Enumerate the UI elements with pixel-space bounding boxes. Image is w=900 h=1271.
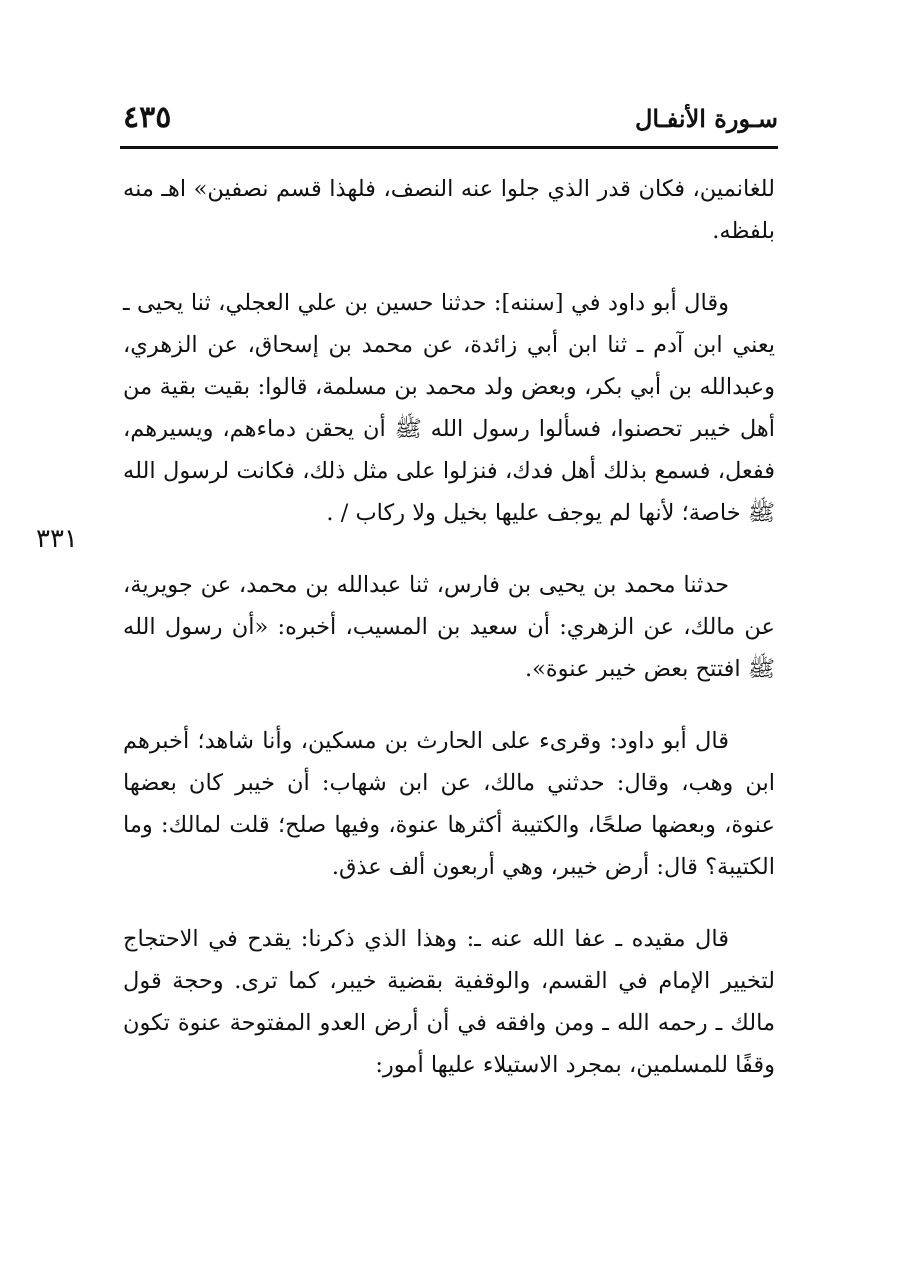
paragraph-ibn-wahb-hadith: قال أبو داود: وقرىء على الحارث بن مسكين، وأنا شاهد؛ أخبرهم ابن وهب، وقال: حدثني مالك، عن ابن شهاب: أن خيبر كان بعضها عنوة، وبعضها صلحًا، والكتيبة أكثرها عنوة، وفيها صلح؛ قلت لمالك: وما الكتيبة؟ قال: أرض خيبر، وهي أربعون ألف عذق.	[123, 728, 775, 880]
page-body	[123, 168, 775, 1086]
paragraph-abu-dawud-hadith: وقال أبو داود في [سننه]: حدثنا حسين بن علي العجلي، ثنا يحيى ـ يعني ابن آدم ـ ثنا ابن أبي زائدة، عن محمد بن إسحاق، عن الزهري، وعبدالله بن أبي بكر، وبعض ولد محمد بن مسلمة، قالوا: بقيت بقية من أهل خيبر تحصنوا، فسألوا رسول الله ﷺ أن يحقن دماءهم، ويسيرهم، ففعل، فسمع بذلك أهل فدك، فنزلوا على مثل ذلك، فكانت لرسول الله ﷺ خاصة؛ لأنها لم يوجف عليها بخيل ولا ركاب / .	[123, 290, 775, 526]
header-rule	[120, 146, 778, 149]
paragraph-ibn-faris-hadith: حدثنا محمد بن يحيى بن فارس، ثنا عبدالله بن محمد، عن جويرية، عن مالك، عن الزهري: أن سعيد بن المسيب، أخبره: «أن رسول الله ﷺ افتتح بعض خيبر عنوة».	[123, 572, 775, 682]
sura-title: سـورة الأنفـال	[634, 104, 778, 133]
paragraph-continuation: للغانمين، فكان قدر الذي جلوا عنه النصف، فلهذا قسم نصفين» اهـ منه بلفظه.	[123, 176, 775, 244]
margin-original-page-number: ٣٣١	[36, 524, 78, 554]
page-header	[120, 98, 778, 142]
paragraph-author-commentary: قال مقيده ـ عفا الله عنه ـ: وهذا الذي ذكرنا: يقدح في الاحتجاج لتخيير الإمام في القسم، والوقفية بقضية خيبر، كما ترى. وحجة قول مالك ـ رحمه الله ـ ومن وافقه في أن أرض العدو المفتوحة عنوة تكون وقفًا للمسلمين، بمجرد الاستيلاء عليها أمور:	[123, 926, 775, 1078]
page-number: ٤٣٥	[123, 100, 172, 135]
